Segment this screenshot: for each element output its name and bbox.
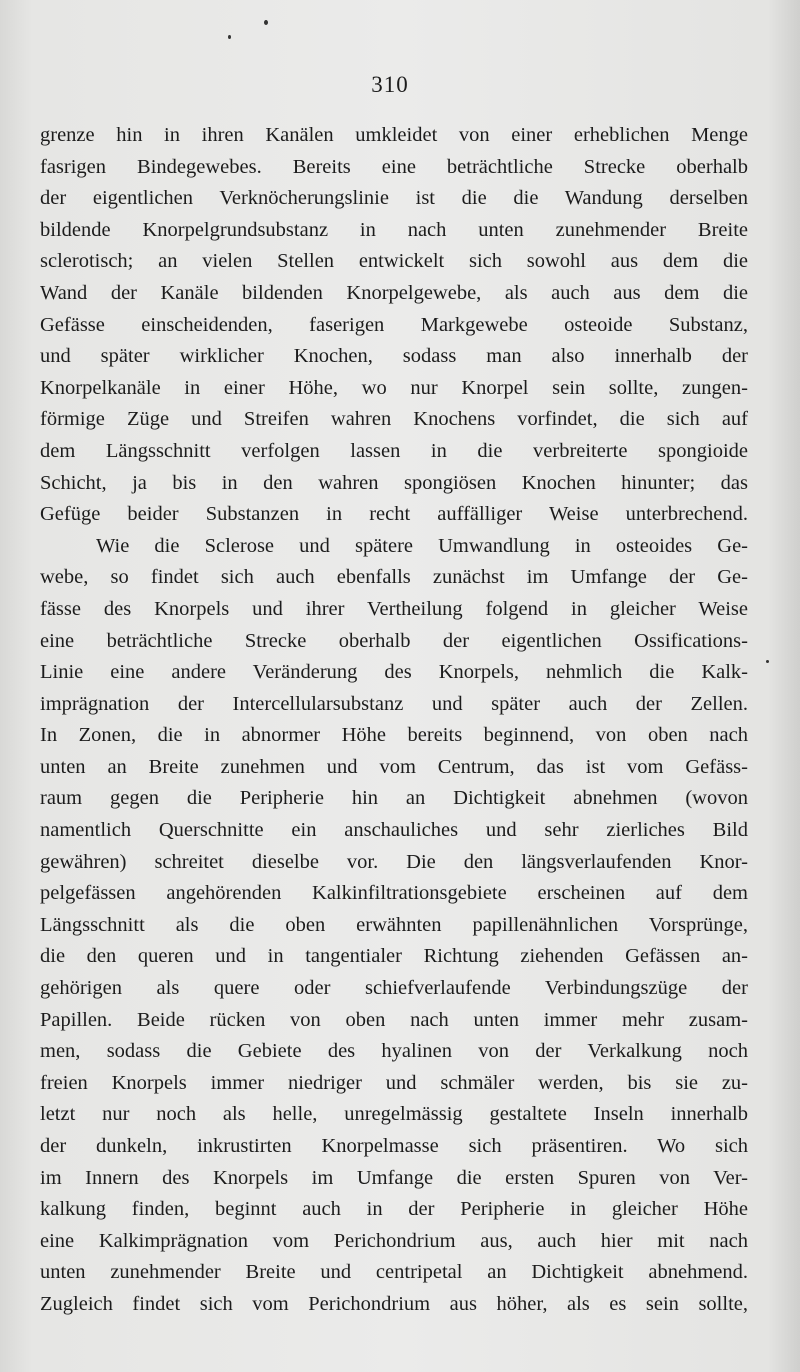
text-line: sclerotisch; an vielen Stellen entwickelt sich sowohl aus dem die: [40, 250, 748, 273]
text-line: webe, so findet sich auch ebenfalls zunächst im Umfange der Ge-: [40, 566, 748, 589]
text-line: grenze hin in ihren Kanälen umkleidet von einer erheblichen Menge: [40, 124, 748, 146]
text-line: Schicht, ja bis in den wahren spongiösen Knochen hinunter; das: [40, 471, 748, 494]
body-text: [40, 120, 748, 1321]
text-line: men, sodass die Gebiete des hyalinen von der Verkalkung noch: [40, 1040, 748, 1063]
text-line: unten zunehmender Breite und centripetal an Dichtigkeit abnehmend.: [40, 1261, 748, 1284]
text-line: gewähren) schreitet dieselbe vor. Die den längsverlaufenden Knor-: [40, 850, 748, 873]
text-line: fasrigen Bindegewebes. Bereits eine beträchtliche Strecke oberhalb: [40, 155, 748, 178]
text-line: raum gegen die Peripherie hin an Dichtigkeit abnehmen (wovon: [40, 787, 748, 810]
text-line: Papillen. Beide rücken von oben nach unten immer mehr zusam-: [40, 1008, 748, 1031]
text-line: Gefässe einscheidenden, faserigen Markgewebe osteoide Substanz,: [40, 313, 748, 336]
text-line: eine Kalkimprägnation vom Perichondrium aus, auch hier mit nach: [40, 1229, 748, 1252]
text-line: Zugleich findet sich vom Perichondrium aus höher, als es sein sollte,: [40, 1292, 748, 1315]
text-line: namentlich Querschnitte ein anschauliches und sehr zierliches Bild: [40, 819, 748, 842]
text-line: In Zonen, die in abnormer Höhe bereits beginnend, von oben nach: [40, 724, 748, 747]
text-line: Wie die Sclerose und spätere Umwandlung in osteoides Ge-: [96, 534, 748, 557]
ink-speck: [228, 35, 231, 39]
text-line: und später wirklicher Knochen, sodass man also innerhalb der: [40, 345, 748, 368]
text-line: Gefüge beider Substanzen in recht auffälliger Weise unterbrechend.: [40, 503, 748, 526]
text-line: Längsschnitt als die oben erwähnten papillenähnlichen Vorsprünge,: [40, 913, 748, 936]
text-line: gehörigen als quere oder schiefverlaufende Verbindungszüge der: [40, 977, 748, 1000]
text-line: Wand der Kanäle bildenden Knorpelgewebe, als auch aus dem die: [40, 281, 748, 304]
page-number: 310: [371, 72, 409, 97]
text-line: die den queren und in tangentialer Richtung ziehenden Gefässen an-: [40, 945, 748, 968]
text-line: der dunkeln, inkrustirten Knorpelmasse sich präsentiren. Wo sich: [40, 1135, 748, 1157]
text-line: imprägnation der Intercellularsubstanz und später auch der Zellen.: [40, 692, 748, 715]
text-line: bildende Knorpelgrundsubstanz in nach unten zunehmender Breite: [40, 218, 748, 241]
text-line: pelgefässen angehörenden Kalkinfiltrationsgebiete erscheinen auf dem: [40, 882, 748, 905]
ink-speck: [766, 660, 769, 663]
text-line: kalkung finden, beginnt auch in der Peripherie in gleicher Höhe: [40, 1198, 748, 1221]
ink-speck: [264, 20, 268, 25]
text-line: unten an Breite zunehmen und vom Centrum, das ist vom Gefäss-: [40, 755, 748, 778]
text-line: Knorpelkanäle in einer Höhe, wo nur Knorpel sein sollte, zungen-: [40, 376, 748, 399]
text-line: freien Knorpels immer niedriger und schmäler werden, bis sie zu-: [40, 1071, 748, 1094]
text-line: im Innern des Knorpels im Umfange die ersten Spuren von Ver-: [40, 1166, 748, 1189]
text-line: letzt nur noch als helle, unregelmässig gestaltete Inseln innerhalb: [40, 1103, 748, 1126]
text-line: eine beträchtliche Strecke oberhalb der eigentlichen Ossifications-: [40, 629, 748, 652]
text-line: fässe des Knorpels und ihrer Vertheilung folgend in gleicher Weise: [40, 597, 748, 620]
text-line: dem Längsschnitt verfolgen lassen in die verbreiterte spongioide: [40, 439, 748, 462]
text-line: Linie eine andere Veränderung des Knorpels, nehmlich die Kalk-: [40, 661, 748, 684]
text-line: der eigentlichen Verknöcherungslinie ist die die Wandung derselben: [40, 187, 748, 210]
text-line: förmige Züge und Streifen wahren Knochens vorfindet, die sich auf: [40, 408, 748, 431]
